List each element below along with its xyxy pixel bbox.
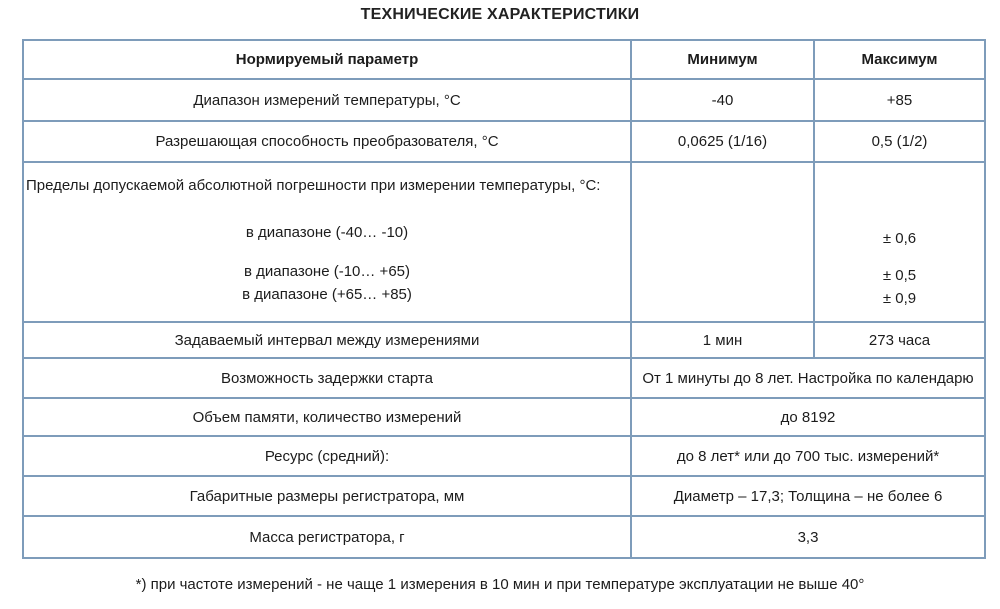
table-row-dimensions <box>23 476 985 516</box>
table-row-mass <box>23 516 985 558</box>
cell-resource-value: до 8 лет* или до 700 тыс. измерений* <box>631 436 985 476</box>
cell-dimensions-param: Габаритные размеры регистратора, мм <box>23 476 631 516</box>
cell-temp-range-max: +85 <box>814 79 985 121</box>
error-limits-max-1: ± 0,6 <box>882 230 917 247</box>
table-header-row <box>23 40 985 79</box>
error-limits-title: Пределы допускаемой абсолютной погрешности при измерении температуры, °С: <box>26 177 601 194</box>
page-title: ТЕХНИЧЕСКИЕ ХАРАКТЕРИСТИКИ <box>360 6 640 23</box>
error-limits-max-2: ± 0,5 <box>882 267 917 284</box>
cell-error-limits-min-empty <box>631 162 814 322</box>
cell-interval-param: Задаваемый интервал между измерениями <box>23 322 631 358</box>
table-row-interval <box>23 322 985 358</box>
cell-error-limits-param <box>23 162 631 322</box>
cell-error-limits-max <box>814 162 985 322</box>
cell-interval-max: 273 часа <box>814 322 985 358</box>
column-header-parameter: Нормируемый параметр <box>23 40 631 79</box>
error-limits-range-1: в диапазоне (-40… -10) <box>245 224 409 241</box>
table-row-resolution <box>23 121 985 162</box>
column-header-maximum: Максимум <box>814 40 985 79</box>
cell-memory-param: Объем памяти, количество измерений <box>23 398 631 436</box>
cell-dimensions-value: Диаметр – 17,3; Толщина – не более 6 <box>631 476 985 516</box>
cell-temp-range-min: -40 <box>631 79 814 121</box>
table-row-temperature-range <box>23 79 985 121</box>
cell-resolution-max: 0,5 (1/2) <box>814 121 985 162</box>
error-limits-max-3: ± 0,9 <box>882 290 917 307</box>
table-row-start-delay <box>23 358 985 398</box>
table-row-memory <box>23 398 985 436</box>
cell-start-delay-value: От 1 минуты до 8 лет. Настройка по календарю <box>631 358 985 398</box>
footnote-text: *) при частоте измерений - не чаще 1 измерения в 10 мин и при температуре эксплуатации не выше 40° <box>135 576 865 593</box>
table-row-resource <box>23 436 985 476</box>
error-limits-range-2: в диапазоне (-10… +65) <box>243 263 411 280</box>
cell-interval-min: 1 мин <box>631 322 814 358</box>
cell-mass-param: Масса регистратора, г <box>23 516 631 558</box>
cell-mass-value: 3,3 <box>631 516 985 558</box>
cell-start-delay-param: Возможность задержки старта <box>23 358 631 398</box>
error-limits-range-3: в диапазоне (+65… +85) <box>242 286 412 303</box>
cell-memory-value: до 8192 <box>631 398 985 436</box>
cell-resource-param: Ресурс (средний): <box>23 436 631 476</box>
cell-resolution-param: Разрешающая способность преобразователя, °С <box>23 121 631 162</box>
table-row-error-limits <box>23 162 985 322</box>
column-header-minimum: Минимум <box>631 40 814 79</box>
cell-resolution-min: 0,0625 (1/16) <box>631 121 814 162</box>
specs-table <box>22 39 986 559</box>
cell-temp-range-param: Диапазон измерений температуры, °С <box>23 79 631 121</box>
